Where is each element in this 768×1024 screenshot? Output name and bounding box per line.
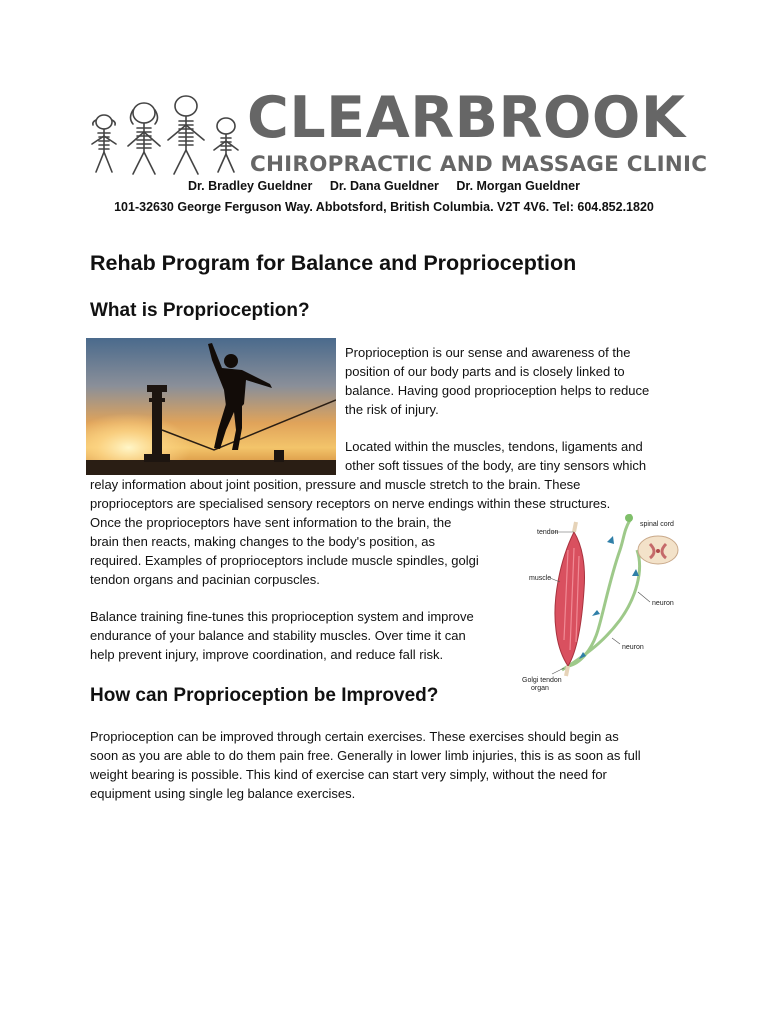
text-line: other soft tissues of the body, are tiny sensors which: [345, 458, 647, 473]
text-line: relay information about joint position, pressure and muscle stretch to the brain. These: [90, 477, 581, 492]
label-tendon: tendon: [537, 529, 559, 536]
label-spinal-cord: spinal cord: [640, 521, 674, 528]
doctor-name: Dr. Dana Gueldner: [329, 179, 439, 193]
paragraph-intro: [345, 343, 685, 423]
label-golgi-tendon: Golgi tendon: [522, 677, 562, 684]
doctor-name: Dr. Bradley Gueldner: [187, 179, 313, 193]
paragraph-exercises: [90, 727, 710, 807]
label-neuron: neuron: [652, 600, 674, 607]
label-golgi-organ: organ: [531, 685, 549, 692]
text-line: Proprioception is our sense and awareness of the: [345, 345, 631, 360]
spinal-cord-icon: [638, 536, 678, 564]
clinic-name: CLEARBROOK: [247, 85, 686, 151]
text-line: Proprioception can be improved through certain exercises. These exercises should begin as: [90, 729, 619, 744]
text-line: help prevent injury, improve coordination, and reduce fall risk.: [90, 647, 444, 662]
muscle-icon: [555, 522, 585, 676]
text-line: required. Examples of proprioceptors include muscle spindles, golgi: [90, 553, 479, 568]
paragraph-balance-training: [90, 607, 510, 667]
doctor-name: Dr. Morgan Gueldner: [456, 179, 581, 193]
text-line: position of our body parts and is closely linked to: [345, 364, 625, 379]
text-line: soon as you are able to do them pain free. Generally in lower limb injuries, this is as soon as full: [90, 748, 641, 763]
text-line: Once the proprioceptors have sent information to the brain, the: [90, 515, 452, 530]
muscle-spindle-diagram: [512, 510, 682, 695]
page-title: Rehab Program for Balance and Proprioception: [90, 251, 577, 275]
signal-arrow-icon: [579, 536, 639, 659]
text-line: balance. Having good proprioception helps to reduce: [345, 383, 650, 398]
text-line: endurance of your balance and stability muscles. Over time it can: [90, 628, 466, 643]
text-line: brain then reacts, making changes to the body's position, as: [90, 534, 436, 549]
doctor-list: [0, 179, 768, 193]
clinic-subtitle: CHIROPRACTIC AND MASSAGE CLINIC: [250, 152, 708, 177]
section-heading-how-improved: How can Proprioception be Improved?: [90, 685, 439, 706]
clinic-logo-figures: [86, 92, 246, 178]
text-line: Balance training fine-tunes this proprioception system and improve: [90, 609, 474, 624]
text-line: equipment using single leg balance exercises.: [90, 786, 356, 801]
text-line: tendon organs and pacinian corpuscles.: [90, 572, 320, 587]
tendon-bottom: [566, 666, 568, 676]
text-line: weight bearing is possible. This kind of exercise can start very simply, without the need for: [90, 767, 607, 782]
text-line: the risk of injury.: [345, 402, 439, 417]
text-line: proprioceptors are specialised sensory receptors on nerve endings within these structures.: [90, 496, 611, 511]
text-line: Located within the muscles, tendons, ligaments and: [345, 439, 643, 454]
label-neuron: neuron: [622, 644, 644, 651]
tendon-top: [574, 522, 576, 532]
nerve-cell-icon: [625, 514, 633, 522]
clinic-address: 101-32630 George Ferguson Way. Abbotsford, British Columbia. V2T 4V6. Tel: 604.852.1820: [114, 200, 654, 214]
label-muscle: muscle: [529, 575, 552, 582]
section-heading-what-is: What is Proprioception?: [90, 300, 310, 321]
